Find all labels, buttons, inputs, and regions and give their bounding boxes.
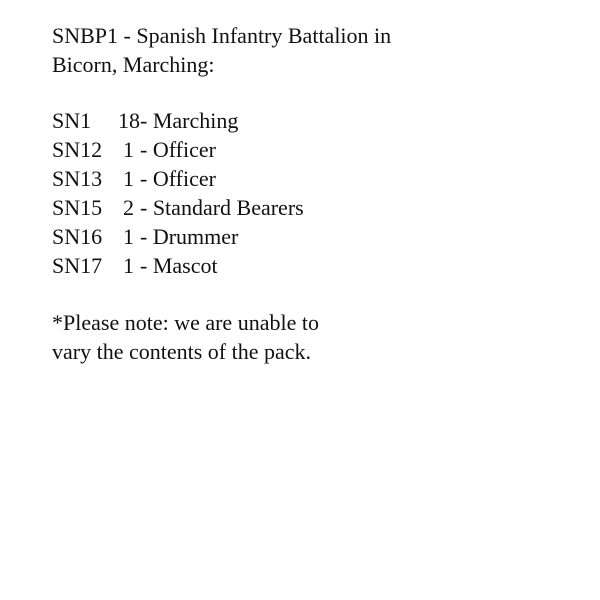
pack-note-line-2: vary the contents of the pack. — [52, 339, 312, 364]
pack-item — [52, 222, 304, 251]
pack-title — [52, 21, 572, 79]
item-code: SN1 — [52, 108, 92, 133]
item-quantity: 2 — [123, 195, 134, 220]
item-quantity: 1 — [123, 224, 134, 249]
pack-item — [52, 251, 304, 280]
item-code: SN16 — [52, 224, 103, 249]
item-quantity: 1 — [123, 137, 134, 162]
item-quantity: 18 — [118, 108, 140, 133]
pack-title-line-2: Bicorn, Marching: — [52, 52, 215, 77]
item-description: - Mascot — [140, 253, 218, 278]
pack-note — [52, 308, 572, 366]
pack-title-line-1: SNBP1 - Spanish Infantry Battalion in — [52, 23, 392, 48]
pack-item — [52, 106, 304, 135]
item-quantity: 1 — [123, 253, 134, 278]
item-description: - Marching — [140, 108, 239, 133]
item-description: - Officer — [140, 166, 216, 191]
pack-item — [52, 164, 304, 193]
pack-item-list — [52, 106, 304, 280]
item-description: - Standard Bearers — [140, 195, 304, 220]
pack-item — [52, 193, 304, 222]
item-code: SN12 — [52, 137, 103, 162]
item-quantity: 1 — [123, 166, 134, 191]
item-code: SN17 — [52, 253, 103, 278]
item-code: SN13 — [52, 166, 103, 191]
pack-note-line-1: *Please note: we are unable to — [52, 310, 319, 335]
item-description: - Officer — [140, 137, 216, 162]
pack-item — [52, 135, 304, 164]
item-code: SN15 — [52, 195, 103, 220]
item-description: - Drummer — [140, 224, 239, 249]
